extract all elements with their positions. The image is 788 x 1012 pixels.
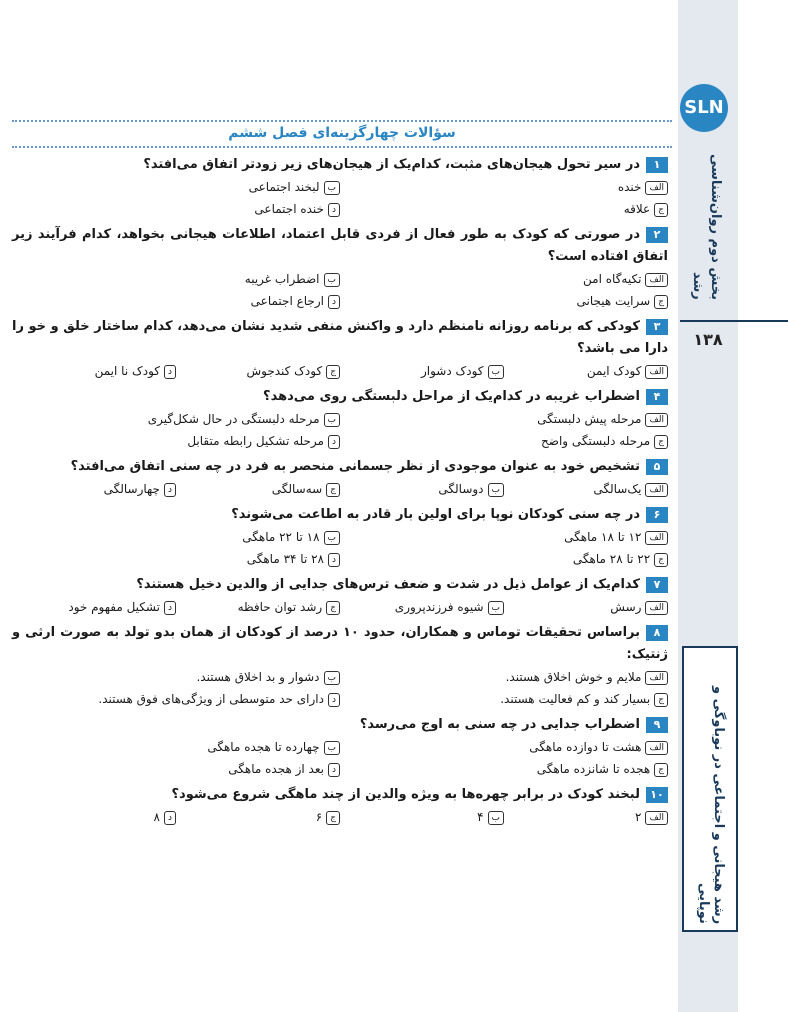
option-text: کودک نا ایمن [94, 364, 160, 378]
option-letter-badge: ج [326, 483, 340, 497]
option-item [12, 666, 340, 688]
option-letter-badge: ب [488, 811, 504, 825]
question-number: ۲ [646, 227, 668, 243]
option-item [340, 268, 668, 290]
question-stem [12, 386, 668, 408]
option-text: بعد از هجده ماهگی [228, 762, 324, 776]
option-item [340, 290, 668, 312]
options [12, 478, 668, 500]
question-number: ۶ [646, 507, 668, 523]
option-letter-badge: ج [654, 553, 668, 567]
option-text: لبخند اجتماعی [248, 180, 320, 194]
options [12, 666, 668, 710]
option-item [176, 596, 340, 618]
option-letter-badge: د [328, 763, 340, 777]
option-item [340, 688, 668, 710]
question-stem [12, 574, 668, 596]
option-item [12, 736, 340, 758]
question-text: کدام‌یک از عوامل ذیل در شدت و ضعف ترس‌های جدایی از والدین دخیل هستند؟ [136, 577, 640, 592]
option-item [504, 596, 668, 618]
question-number: ۱ [646, 157, 668, 173]
option-item [12, 688, 340, 710]
options [12, 736, 668, 780]
option-text: خنده [617, 180, 642, 194]
question-list [12, 154, 668, 832]
option-text: ارجاع اجتماعی [250, 294, 324, 308]
chapter-label: رشد هیجانی و اجتماعی در نوباوگی و نوپایی [696, 685, 726, 924]
option-item [12, 596, 176, 618]
question-text: اضطراب جدایی در چه سنی به اوج می‌رسد؟ [359, 717, 640, 732]
option-letter-badge: د [164, 483, 176, 497]
options [12, 360, 668, 382]
option-item [504, 478, 668, 500]
question-number: ۵ [646, 459, 668, 475]
question-5 [12, 456, 668, 500]
question-stem [12, 316, 668, 360]
option-text: کودک دشوار [420, 364, 484, 378]
option-text: کودک ایمن [586, 364, 642, 378]
question-10 [12, 784, 668, 828]
page-number-rule [680, 320, 788, 322]
option-letter-badge: د [164, 811, 176, 825]
option-item [340, 176, 668, 198]
option-letter-badge: د [328, 295, 340, 309]
option-letter-badge: د [328, 693, 340, 707]
option-text: تشکیل مفهوم خود [68, 600, 160, 614]
question-2 [12, 224, 668, 312]
question-stem [12, 154, 668, 176]
option-letter-badge: الف [645, 601, 668, 615]
option-item [12, 290, 340, 312]
option-letter-badge: د [328, 435, 340, 449]
option-letter-badge: ب [324, 413, 340, 427]
option-item [340, 736, 668, 758]
option-text: چهارده تا هجده ماهگی [207, 740, 320, 754]
option-letter-badge: د [328, 203, 340, 217]
option-letter-badge: ب [324, 741, 340, 755]
question-stem [12, 622, 668, 666]
question-6 [12, 504, 668, 570]
option-item [340, 526, 668, 548]
option-text: ۴ [477, 810, 484, 824]
question-stem [12, 456, 668, 478]
question-number: ۹ [646, 717, 668, 733]
option-text: شیوه فرزندپروری [394, 600, 484, 614]
option-text: تکیه‌گاه امن [583, 272, 642, 286]
option-letter-badge: ج [654, 203, 668, 217]
option-item [12, 408, 340, 430]
option-item [176, 360, 340, 382]
options [12, 408, 668, 452]
question-text: تشخیص خود به عنوان موجودی از نظر جسمانی منحصر به فرد در چه سنی اتفاق می‌افتد؟ [70, 459, 640, 474]
option-letter-badge: الف [645, 273, 668, 287]
option-text: یک‌سالگی [593, 482, 642, 496]
question-number: ۱۰ [646, 787, 668, 803]
option-item [176, 478, 340, 500]
option-letter-badge: الف [645, 811, 668, 825]
options [12, 596, 668, 618]
option-item [340, 408, 668, 430]
option-letter-badge: د [164, 601, 176, 615]
option-item [12, 478, 176, 500]
option-item [340, 478, 504, 500]
option-text: ۲ [634, 810, 642, 824]
option-letter-badge: ج [326, 365, 340, 379]
options [12, 176, 668, 220]
question-stem [12, 224, 668, 268]
option-letter-badge: ب [324, 181, 340, 195]
option-text: کودک کندجوش [246, 364, 323, 378]
option-text: دشوار و بد اخلاق هستند. [196, 670, 320, 684]
title-divider [12, 146, 672, 148]
option-item [340, 360, 504, 382]
option-letter-badge: الف [645, 483, 668, 497]
option-text: خنده اجتماعی [254, 202, 324, 216]
option-text: دارای حد متوسطی از ویژگی‌های فوق هستند. [98, 692, 324, 706]
option-text: مرحله پیش دلبستگی [537, 412, 642, 426]
option-letter-badge: الف [645, 365, 668, 379]
option-letter-badge: ب [488, 483, 504, 497]
question-text: براساس تحقیقات توماس و همکاران، حدود ۱۰ درصد از کودکان از همان بدو تولد به صورت ارثی و ژنتیک: [12, 625, 668, 662]
option-item [176, 806, 340, 828]
option-letter-badge: ج [654, 693, 668, 707]
option-text: مرحله دلبستگی واضح [541, 434, 651, 448]
option-item [340, 596, 504, 618]
option-item [504, 806, 668, 828]
section-label: بخش دوم روان‌شناسی رشد [690, 154, 723, 300]
question-stem [12, 784, 668, 806]
option-letter-badge: ج [654, 763, 668, 777]
question-text: کودکی که برنامه روزانه نامنظم دارد و واکنش منفی شدید نشان می‌دهد، کدام ساختار خلق و خو را دارا می باشد؟ [12, 319, 668, 356]
option-letter-badge: د [328, 553, 340, 567]
question-stem [12, 714, 668, 736]
option-text: ۱۲ تا ۱۸ ماهگی [564, 530, 642, 544]
question-number: ۷ [646, 577, 668, 593]
option-text: ۸ [153, 810, 160, 824]
option-text: سه‌سالگی [271, 482, 323, 496]
option-letter-badge: ب [324, 671, 340, 685]
option-text: هشت تا دوازده ماهگی [529, 740, 642, 754]
option-letter-badge: د [164, 365, 176, 379]
option-item [12, 526, 340, 548]
option-item [12, 360, 176, 382]
option-item [12, 806, 176, 828]
question-7 [12, 574, 668, 618]
option-text: علاقه [623, 202, 651, 216]
option-text: اضطراب غریبه [244, 272, 320, 286]
question-stem [12, 504, 668, 526]
option-item [12, 268, 340, 290]
option-item [340, 666, 668, 688]
option-item [12, 198, 340, 220]
question-1 [12, 154, 668, 220]
option-item [340, 430, 668, 452]
option-item [340, 758, 668, 780]
publisher-logo: SLN [680, 84, 728, 132]
question-3 [12, 316, 668, 382]
question-9 [12, 714, 668, 780]
question-text: در سیر تحول هیجان‌های مثبت، کدام‌یک از هیجان‌های زیر زودتر اتفاق می‌افتد؟ [143, 157, 640, 172]
question-4 [12, 386, 668, 452]
option-text: چهارسالگی [103, 482, 160, 496]
option-letter-badge: ج [326, 811, 340, 825]
option-letter-badge: الف [645, 181, 668, 195]
question-8 [12, 622, 668, 710]
option-text: دوسالگی [438, 482, 484, 496]
option-text: سرایت هیجانی [576, 294, 651, 308]
option-text: هجده تا شانزده ماهگی [536, 762, 651, 776]
question-text: در صورتی که کودک به طور فعال از فردی قابل اعتماد، اطلاعات هیجانی بخواهد، کدام فرآیند زیر اتفاق افتاده است؟ [12, 227, 668, 264]
option-letter-badge: ب [488, 365, 504, 379]
option-text: ۲۲ تا ۲۸ ماهگی [572, 552, 651, 566]
page-title: سؤالات چهارگزینه‌ای فصل ششم [228, 125, 456, 141]
option-item [340, 548, 668, 570]
option-item [12, 176, 340, 198]
question-number: ۳ [646, 319, 668, 335]
option-letter-badge: الف [645, 531, 668, 545]
options [12, 268, 668, 312]
option-text: رسش [610, 600, 642, 614]
option-item [12, 430, 340, 452]
question-number: ۸ [646, 625, 668, 641]
option-text: ۱۸ تا ۲۲ ماهگی [242, 530, 320, 544]
option-letter-badge: ب [324, 531, 340, 545]
option-letter-badge: ج [654, 295, 668, 309]
option-item [12, 758, 340, 780]
option-letter-badge: الف [645, 741, 668, 755]
option-text: ۶ [315, 810, 323, 824]
option-text: ۲۸ تا ۳۴ ماهگی [246, 552, 324, 566]
option-text: ملایم و خوش اخلاق هستند. [505, 670, 642, 684]
option-text: مرحله تشکیل رابطه متقابل [187, 434, 324, 448]
option-item [340, 806, 504, 828]
option-text: بسیار کند و کم فعالیت هستند. [500, 692, 651, 706]
option-letter-badge: ب [324, 273, 340, 287]
question-text: در چه سنی کودکان نوپا برای اولین بار قادر به اطاعت می‌شوند؟ [231, 507, 640, 522]
option-letter-badge: ج [654, 435, 668, 449]
option-letter-badge: الف [645, 671, 668, 685]
option-text: رشد توان حافظه [237, 600, 323, 614]
option-item [12, 548, 340, 570]
question-text: اضطراب غریبه در کدام‌یک از مراحل دلبستگی روی می‌دهد؟ [263, 389, 640, 404]
option-letter-badge: ب [488, 601, 504, 615]
option-letter-badge: ج [326, 601, 340, 615]
option-item [340, 198, 668, 220]
options [12, 526, 668, 570]
option-text: مرحله دلبستگی در حال شکل‌گیری [147, 412, 320, 426]
options [12, 806, 668, 828]
question-text: لبخند کودک در برابر چهره‌ها به ویژه والدین از چند ماهگی شروع می‌شود؟ [171, 787, 640, 802]
option-letter-badge: الف [645, 413, 668, 427]
option-item [504, 360, 668, 382]
question-number: ۴ [646, 389, 668, 405]
page-number: ۱۳۸ [693, 330, 723, 349]
